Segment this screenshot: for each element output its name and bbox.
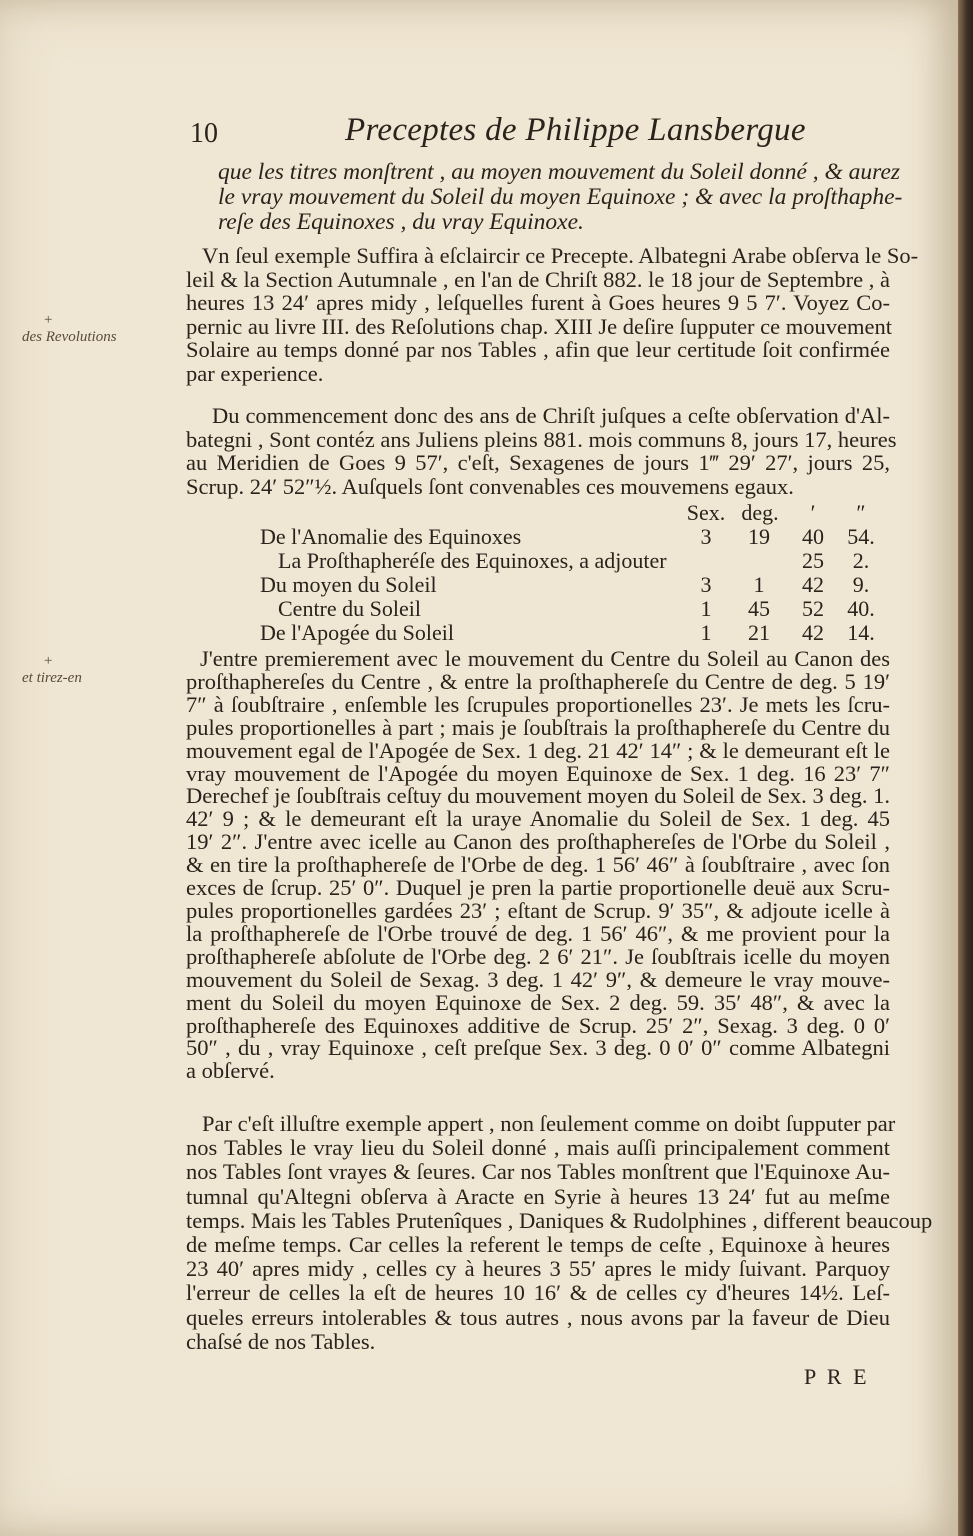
text-line: par experience. xyxy=(186,360,324,386)
running-head: Preceptes de Philippe Lansbergue xyxy=(345,112,806,148)
table-header-min: ′ xyxy=(810,500,816,525)
table-header-sec: ″ xyxy=(856,500,866,525)
value-sex: 3 xyxy=(700,524,712,549)
paragraph-2 xyxy=(186,243,919,386)
value-min: 52 xyxy=(802,596,824,621)
value-sec: 40. xyxy=(847,596,875,621)
value-min: 25 xyxy=(802,548,824,573)
text-line: mouvement egal de l'Apogée de Sex. 1 deg. 21 42′ 14″ ; & le demeurant eſt le xyxy=(186,737,890,763)
text-line: Solaire au temps donné par nos Tables , afin que leur certitude ſoit confirmée xyxy=(186,337,890,363)
text-line: nos Tables ſont vrayes & ſeures. Car nos Tables monſtrent que l'Equinoxe Au- xyxy=(186,1159,890,1185)
value-min: 42 xyxy=(802,620,824,645)
text-line: 19′ 2″. J'entre avec icelle au Canon des proſthaphereſes de l'Orbe du Soleil , xyxy=(186,829,890,855)
table-row xyxy=(186,620,890,644)
value-sec: 54. xyxy=(847,524,875,549)
text-line: proſthaphereſe abſolute de l'Orbe deg. 2 6′ 21″. Je ſoubſtrais icelle du moyen xyxy=(186,943,890,969)
table-row xyxy=(186,524,890,548)
text-line: queles erreurs intolerables & tous autres , nous avons par la faveur de Dieu xyxy=(186,1304,890,1330)
text-line: bategni , Sont contéz ans Juliens pleins 881. mois communs 8, jours 17, heures xyxy=(186,426,897,452)
value-deg: 19 xyxy=(748,524,770,549)
margin-note-revolutions xyxy=(22,312,117,346)
text-line: temps. Mais les Tables Prutenîques , Daniques & Rudolphines , different beaucoup xyxy=(186,1207,933,1233)
paragraph-1 xyxy=(218,159,903,235)
text-line: heures 13 24′ apres midy , leſquelles furent à Goes heures 9 5 7′. Voyez Co- xyxy=(186,290,890,316)
margin-note-mark: + xyxy=(44,312,53,328)
text-line: ment du Soleil du moyen Equinoxe de Sex. 2 deg. 59. 35′ 48″, & avec la xyxy=(186,989,890,1015)
paragraph-5 xyxy=(186,1111,933,1354)
text-line: 7″ à ſoubſtraire , enſemble les ſcrupules proportionelles 23′. Je mets les ſcru- xyxy=(186,691,890,717)
catchword: P R E xyxy=(804,1364,870,1389)
text-line: 50″ , du , vray Equinoxe , ceſt preſque Sex. 3 deg. 0 0′ 0″ comme Albategni xyxy=(186,1035,890,1061)
row-label: La Proſthapheréſe des Equinoxes, a adjouter xyxy=(278,548,667,573)
page-number: 10 xyxy=(190,118,218,149)
text-line: vray mouvement de l'Apogée du moyen Equinoxe de Sex. 1 deg. 16 23′ 7″ xyxy=(186,760,890,786)
text-line: proſthaphereſe des Equinoxes additive de Scrup. 25′ 2″, Sexag. 3 deg. 0 0′ xyxy=(186,1012,890,1038)
text-line: a obſervé. xyxy=(186,1058,275,1084)
text-line: pernic au livre III. des Reſolutions chap. XIII Je deſire ſupputer ce mouvement xyxy=(186,313,893,339)
text-line: & en tire la proſthaphereſe de l'Orbe de deg. 1 56′ 46″ à ſoubſtraire , avec ſon xyxy=(186,852,890,878)
value-sec: 14. xyxy=(847,620,875,645)
row-label: Du moyen du Soleil xyxy=(260,572,437,597)
text-line: la proſthaphereſe de l'Orbe trouvé de deg. 1 56′ 46″, & me provient pour la xyxy=(186,920,890,946)
text-line: Vn ſeul exemple Suffira à eſclaircir ce Precepte. Albategni Arabe obſerva le So- xyxy=(202,243,919,268)
book-edge xyxy=(958,0,973,1536)
table-header-sex: Sex. xyxy=(686,500,726,525)
value-deg: 45 xyxy=(748,596,770,621)
value-deg: 1 xyxy=(753,572,765,597)
text-line: que les titres monſtrent , au moyen mouvement du Soleil donné , & aurez xyxy=(218,159,901,185)
text-line: 23 40′ apres midy , celles cy à heures 3 55′ apres le midy ſuivant. Parquoy xyxy=(186,1256,890,1282)
table-row xyxy=(186,548,890,572)
margin-note-mark: + xyxy=(44,653,53,669)
text-line: au Meridien de Goes 9 57′, c'eſt, Sexagenes de jours 1‴ 29′ 27′, jours 25, xyxy=(186,450,890,476)
text-line: pules proportionelles à part ; mais je ſoubſtrais la proſthaphereſe du Centre du xyxy=(186,714,890,740)
text-line: mouvement du Soleil de Sexag. 3 deg. 1 42′ 9″, & demeure le vray mouve- xyxy=(186,966,890,992)
text-line: proſthaphereſes du Centre , & entre la proſthaphereſe du Centre de deg. 5 19′ xyxy=(186,668,890,694)
text-line: exces de ſcrup. 25′ 0″. Duquel je pren la partie proportionelle deuë aux Scru- xyxy=(186,875,890,901)
margin-note-text: et tirez-en xyxy=(22,670,82,686)
paragraph-4 xyxy=(186,648,890,1083)
text-line: chaſsé de nos Tables. xyxy=(186,1328,376,1354)
row-label: De l'Anomalie des Equinoxes xyxy=(260,524,522,549)
text-line: J'entre premierement avec le mouvement du Centre du Soleil au Canon des xyxy=(200,646,890,671)
text-line: reſe des Equinoxes , du vray Equinoxe. xyxy=(218,209,584,235)
text-line: Par c'eſt illuſtre exemple appert , non ſeulement comme on doibt ſupputer par xyxy=(202,1111,896,1136)
value-sec: 2. xyxy=(852,548,870,573)
text-line: tumnal qu'Altegni obſerva à Aracte en Syrie à heures 13 24′ fut au meſme xyxy=(186,1183,890,1209)
value-sex: 1 xyxy=(700,596,712,621)
margin-note-text: des Revolutions xyxy=(22,329,117,345)
text-line: leil & la Section Autumnale , en l'an de Chriſt 882. le 18 jour de Septembre , à xyxy=(186,266,890,292)
value-sex: 3 xyxy=(700,572,712,597)
value-min: 40 xyxy=(802,524,824,549)
paragraph-3 xyxy=(186,403,897,499)
text-line: 42′ 9 ; & le demeurant eſt la uraye Anomalie du Soleil de Sex. 1 deg. 45 xyxy=(186,806,890,832)
value-sec: 9. xyxy=(852,572,870,597)
text-line: pules proportionelles gardées 23′ ; eſtant de Scrup. 9′ 35″, & adjoute icelle à xyxy=(186,897,890,923)
text-line: nos Tables le vray lieu du Soleil donné , mais auſſi principalement comment xyxy=(186,1135,890,1161)
row-label: Centre du Soleil xyxy=(278,596,421,621)
value-min: 42 xyxy=(802,572,824,597)
table-row xyxy=(186,572,890,596)
text-line: Scrup. 24′ 52″½. Auſquels ſont convenables ces mouvemens egaux. xyxy=(186,473,794,499)
row-label: De l'Apogée du Soleil xyxy=(260,620,454,645)
motions-table xyxy=(186,500,890,650)
text-line: l'erreur de celles la eſt de heures 10 16′ & de celles cy d'heures 14½. Leſ- xyxy=(186,1280,890,1306)
text-line: Derechef je ſoubſtrais ceſtuy du mouvement moyen du Soleil de Sex. 3 deg. 1. xyxy=(186,783,890,809)
table-header-deg: deg. xyxy=(741,500,779,525)
text-line: de meſme temps. Car celles la referent le temps de ceſte , Equinoxe à heures xyxy=(186,1232,890,1258)
text-line: Du commencement donc des ans de Chriſt juſques a ceſte obſervation d'Al- xyxy=(212,403,890,428)
value-deg: 21 xyxy=(748,620,770,645)
margin-note-tirez xyxy=(22,653,82,687)
table-row xyxy=(186,596,890,620)
text-line: le vray mouvement du Soleil du moyen Equinoxe ; & avec la proſthaphe- xyxy=(218,184,903,210)
value-sex: 1 xyxy=(700,620,712,645)
